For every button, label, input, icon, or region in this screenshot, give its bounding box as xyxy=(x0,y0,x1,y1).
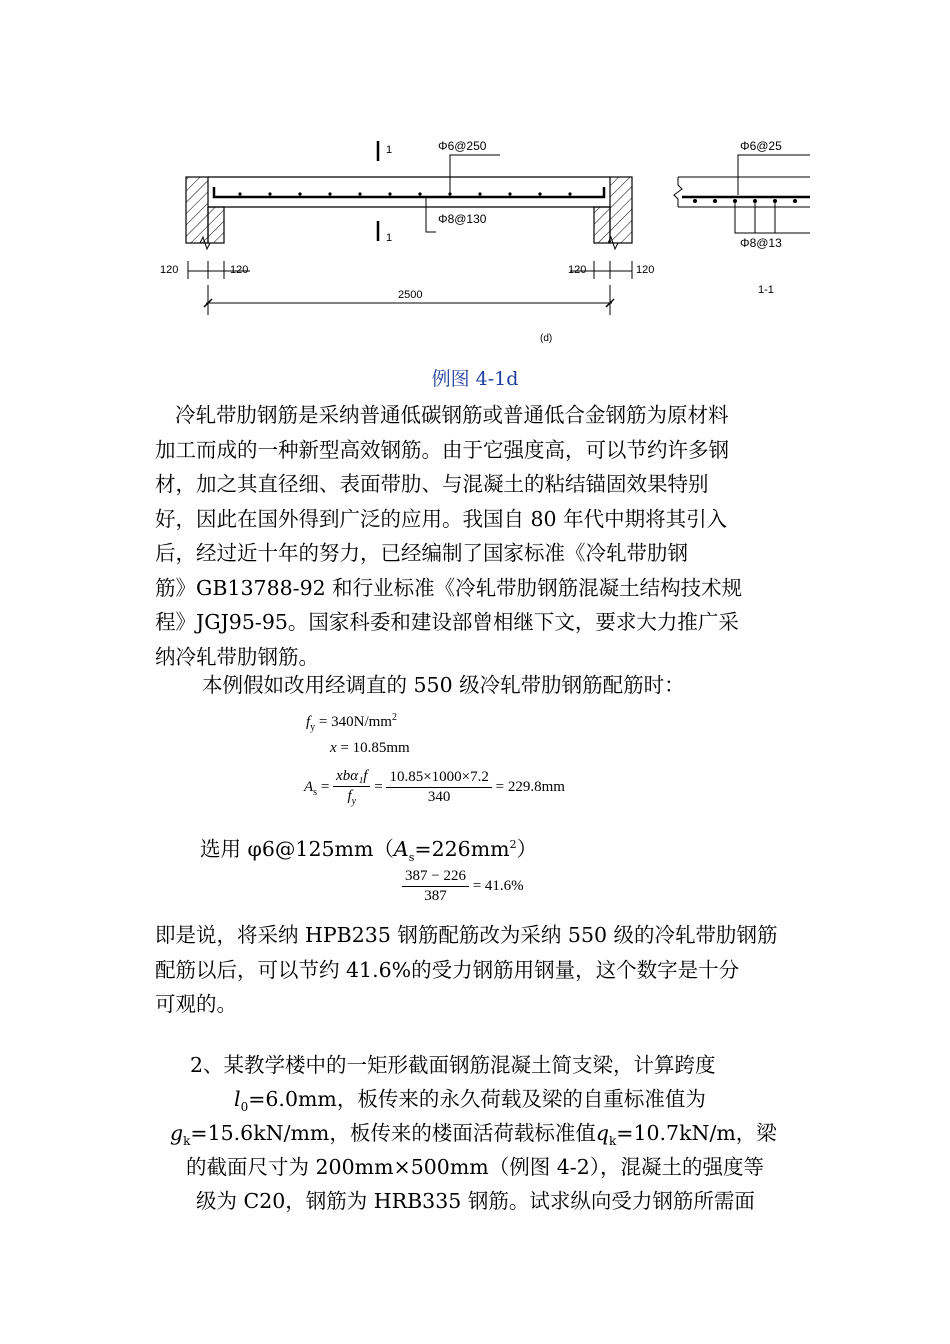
distribution-bars xyxy=(238,192,571,195)
paragraph-line: 程》JGJ95-95。国家科委和建设部曾相继下文，要求大力推广采 xyxy=(155,610,739,634)
section-mark-top: 1 xyxy=(386,144,393,156)
problem2-line3: $g_k=15.6kN/mm$，板传来的楼面活荷载标准值$q_k=10.7kN/m$，梁 xyxy=(170,1121,777,1149)
dim-left-inner: 120 xyxy=(230,264,249,276)
top-rebar-label: Φ6@250 xyxy=(438,139,487,153)
bottom-rebar-label: Φ8@130 xyxy=(438,212,487,226)
slab-reinforcement-figure xyxy=(150,125,810,355)
problem2-line4: 的截面尺寸为 200mm×500mm（例图 4-2），混凝土的强度等 xyxy=(186,1155,764,1179)
section-name: 1-1 xyxy=(758,284,774,296)
paragraph-line: 筋》GB13788-92 和行业标准《冷轧带肋钢筋混凝土结构技术规 xyxy=(155,575,743,600)
figure-caption: 例图 4-1d xyxy=(431,368,519,390)
problem2-line5: 级为 C20，钢筋为 HRB335 钢筋。试求纵向受力钢筋所需面 xyxy=(196,1189,755,1213)
example-intro: 本例假如改用经调直的 550 级冷轧带肋钢筋配筋时： xyxy=(202,673,685,697)
figure-sub-label: (d) xyxy=(540,333,553,344)
paragraph-line: 材，加之其直径细、表面带肋、与混凝土的粘结锚固效果特别 xyxy=(155,472,709,496)
equation-as: $A_s$ = $\frac{\text{xbα₁f}}{f_y}$ = $\frac{10.85\times 1000\times 7.2}{340}$ = 229.8mm xyxy=(304,768,565,807)
section-top-label: Φ6@25 xyxy=(740,139,782,153)
problem2-line2: $l_0=6.0mm$，板传来的永久荷载及梁的自重标准值为 xyxy=(234,1087,706,1115)
dim-left-outer: 120 xyxy=(160,264,179,276)
section-mark-bottom: 1 xyxy=(386,232,393,244)
paragraph-line: 好，因此在国外得到广泛的应用。我国自 80 年代中期将其引入 xyxy=(155,506,728,531)
right-wall xyxy=(610,177,632,243)
paragraph-line: 可观的。 xyxy=(155,992,237,1016)
selection-line: 选用 $\varphi 6@125mm(A_s=226mm^2)$ xyxy=(200,836,538,864)
main-rebar xyxy=(214,187,604,197)
problem2-line1: 2、某教学楼中的一矩形截面钢筋混凝土简支梁，计算跨度 xyxy=(190,1053,716,1077)
paragraph-line: 纳冷轧带肋钢筋。 xyxy=(155,644,319,669)
paragraph-line: 配筋以后，可以节约 41.6%的受力钢筋用钢量，这个数字是十分 xyxy=(155,957,740,982)
equation-fy: $f_y = 340N/mm^2$ xyxy=(306,712,397,733)
left-wall xyxy=(186,177,208,243)
figure-drawing xyxy=(150,125,810,355)
right-support-hatch xyxy=(594,207,610,243)
section-main-bars xyxy=(693,199,797,203)
paragraph-conclusion xyxy=(155,918,795,1022)
dim-right-inner: 120 xyxy=(568,264,587,276)
equation-saving-ratio: $\frac{387 - 226}{387}$ = 41.6% xyxy=(402,868,524,905)
paragraph-cold-rolled-rebar xyxy=(155,398,795,674)
section-bottom-label: Φ8@13 xyxy=(740,236,782,250)
left-support-hatch xyxy=(208,207,224,243)
equation-x: x = 10.85mm xyxy=(330,740,410,756)
paragraph-line: 加工而成的一种新型高效钢筋。由于它强度高，可以节约许多钢 xyxy=(155,437,729,462)
paragraph-line: 后，经过近十年的努力，已经编制了国家标准《冷轧带肋钢 xyxy=(155,541,688,565)
paragraph-line: 即是说，将采纳 HPB235 钢筋配筋改为采纳 550 级的冷轧带肋钢筋 xyxy=(155,923,778,947)
span-dimension: 2500 xyxy=(398,289,423,301)
paragraph-line: 冷轧带肋钢筋是采纳普通低碳钢筋或普通低合金钢筋为原材料 xyxy=(175,403,729,427)
dim-right-outer: 120 xyxy=(636,264,655,276)
